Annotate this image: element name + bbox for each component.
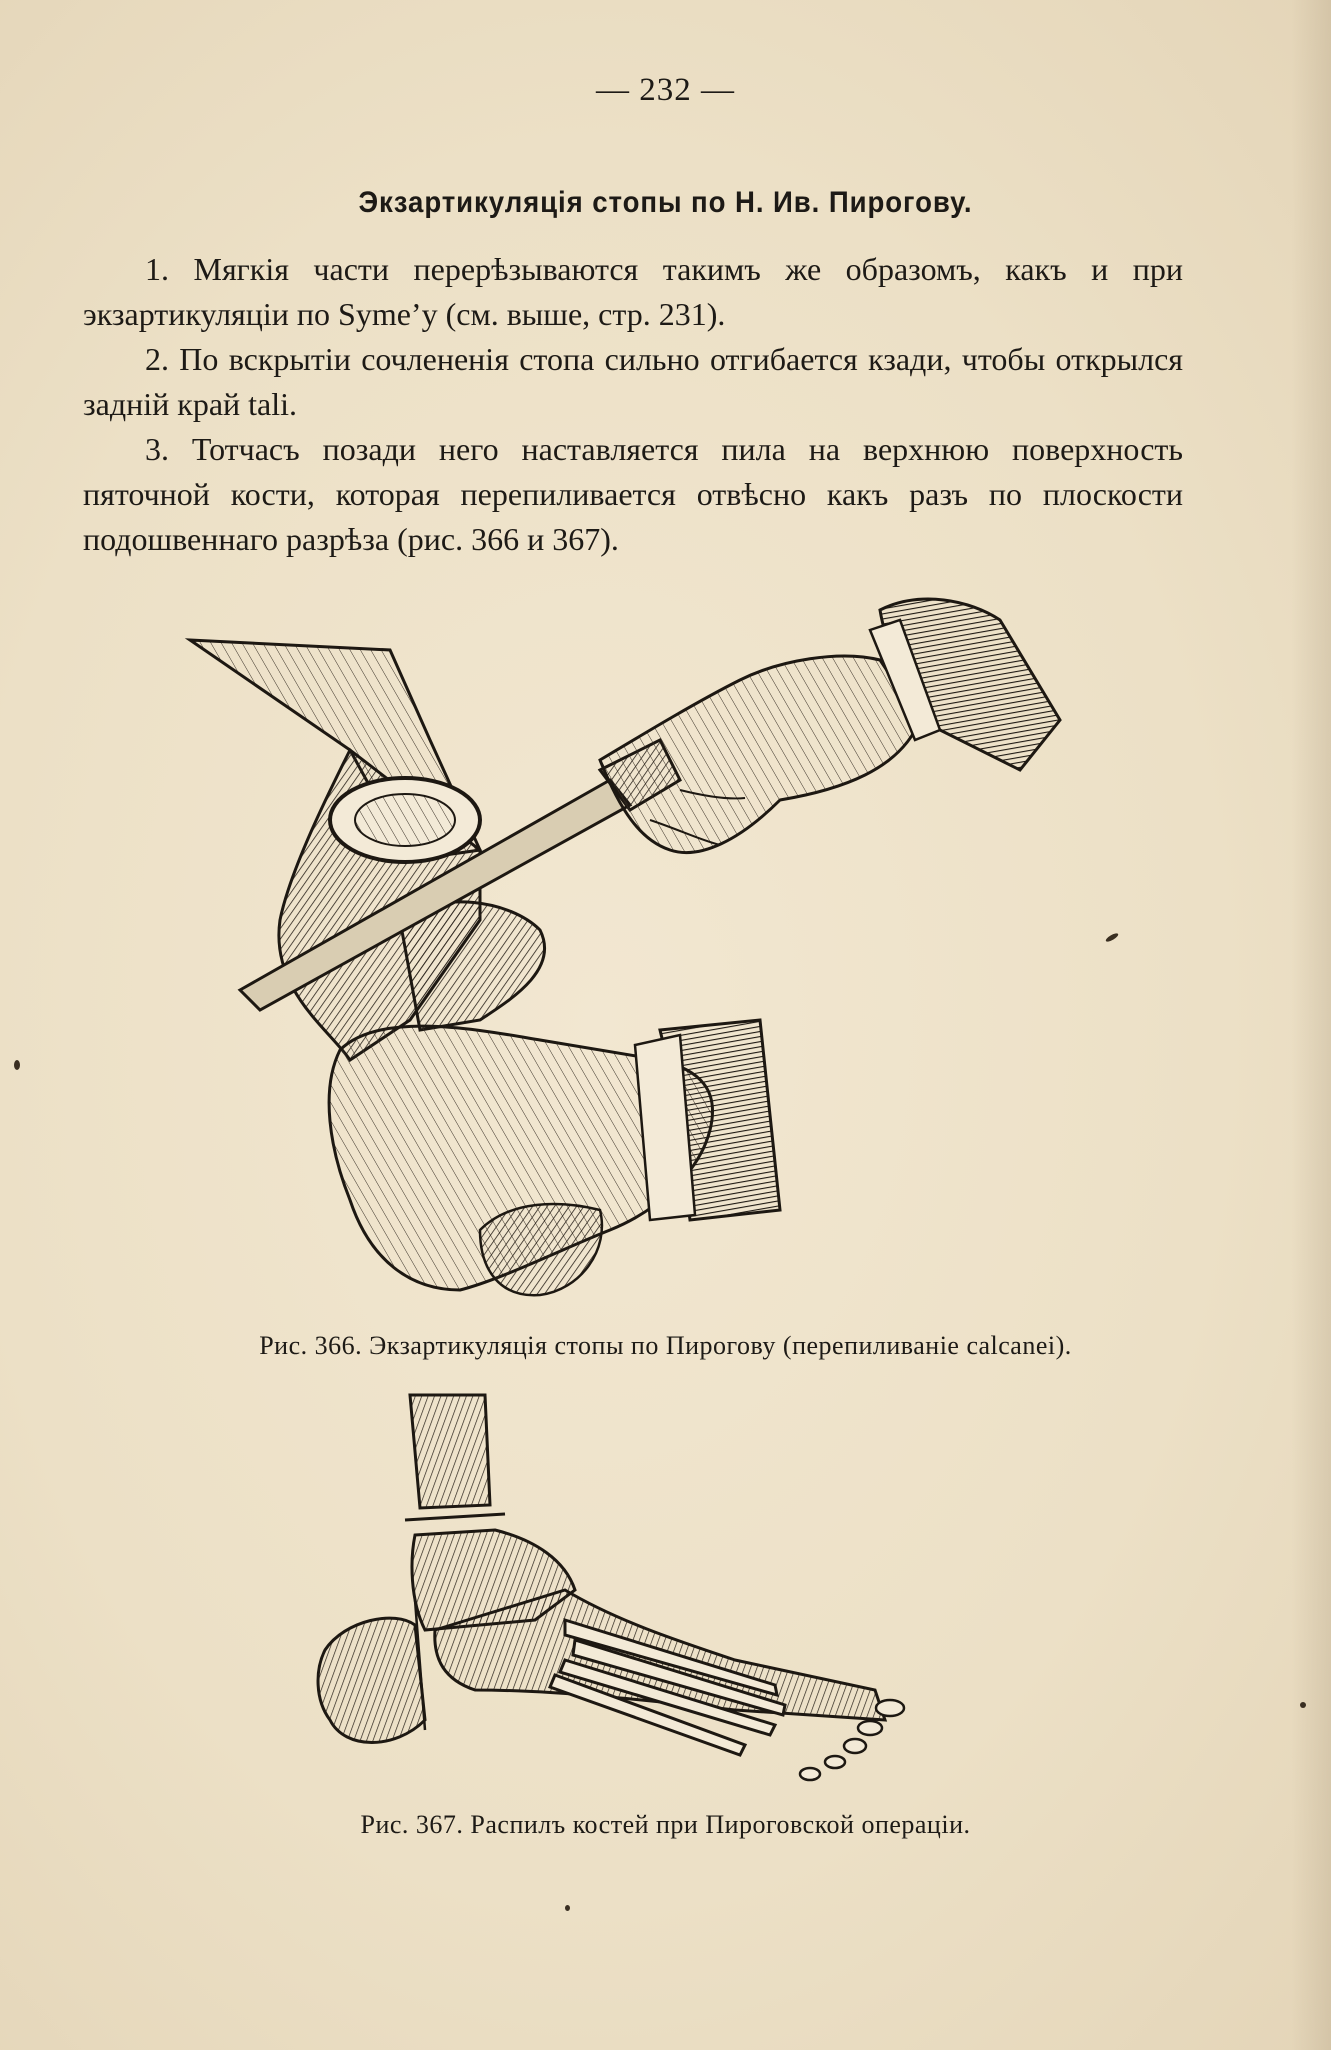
foot-skeleton bbox=[318, 1395, 904, 1780]
paragraph-2-text: 2. По вскрытіи сочлененія стопа сильно отгибается кзади, чтобы открылся задній край tali. bbox=[83, 341, 1183, 422]
upper-hand bbox=[600, 599, 1060, 852]
figure-367-caption: Рис. 367. Распилъ костей при Пироговской операціи. bbox=[360, 1810, 971, 1839]
page-edge-shadow bbox=[1291, 0, 1331, 2050]
page-speck bbox=[14, 1060, 20, 1070]
paragraph-3 bbox=[83, 427, 1183, 562]
figure-366-caption: Рис. 366. Экзартикуляція стопы по Пирогову (перепиливаніе calcanei). bbox=[259, 1331, 1072, 1360]
page-speck bbox=[1105, 932, 1120, 943]
figure-367-illustration bbox=[315, 1390, 935, 1790]
paragraph-1 bbox=[83, 247, 1183, 337]
paragraph-1-text: 1. Мягкія части перерѣзываются такимъ же образомъ, какъ и при экзартикуляціи по Syme’y (см. выше, стр. 231). bbox=[83, 251, 1183, 332]
paragraph-2 bbox=[83, 337, 1183, 427]
section-title: Экзартикуляція стопы по Н. Ив. Пирогову. bbox=[358, 186, 973, 219]
figure-366-illustration bbox=[180, 590, 1080, 1320]
page-number: — 232 — bbox=[596, 72, 735, 108]
paragraph-3-text: 3. Тотчасъ позади него наставляется пила на верхнюю поверхность пяточной кости, которая перепиливается отвѣсно какъ разъ по плоскости подошвеннаго разрѣза (рис. 366 и 367). bbox=[83, 431, 1183, 557]
page-speck bbox=[565, 1905, 570, 1911]
foot-and-lower-hand bbox=[329, 1020, 780, 1295]
page-speck bbox=[1300, 1702, 1306, 1708]
